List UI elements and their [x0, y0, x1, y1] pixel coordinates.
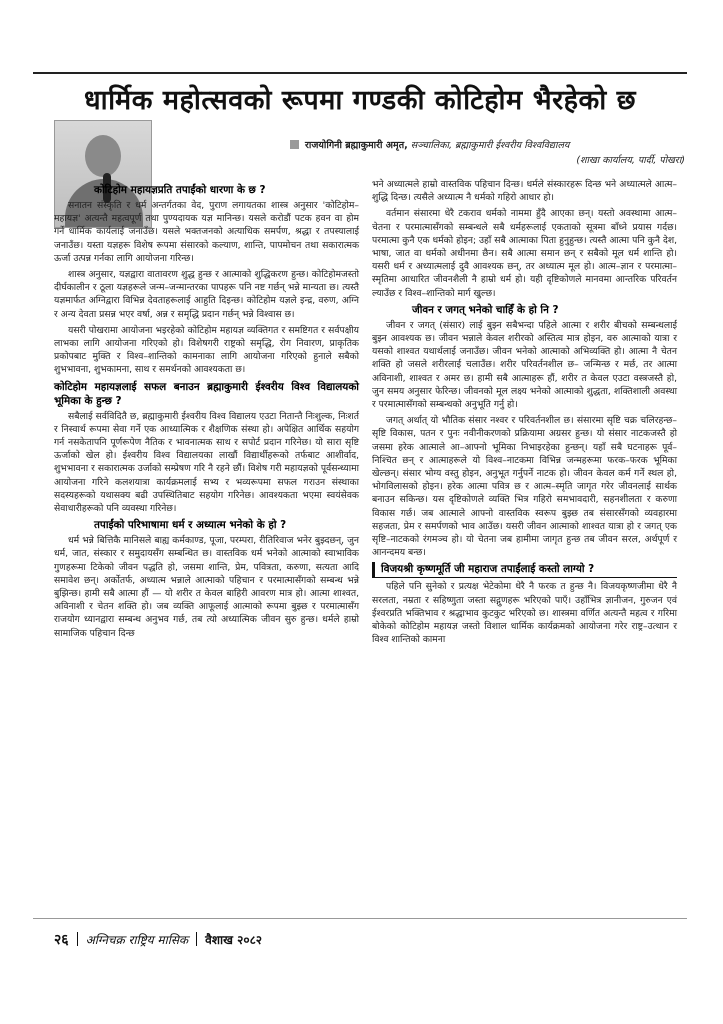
- square-bullet-icon: [290, 140, 299, 149]
- left-column: [54, 180, 359, 643]
- magazine-name: अग्निचक्र राष्ट्रिय मासिक: [85, 933, 189, 947]
- question-heading: कोटिहोम महायज्ञलाई सफल बनाउन ब्रह्माकुमारी ईश्वरीय विश्व विद्यालयको भूमिका के हुन्छ ?: [54, 380, 359, 407]
- question-heading: कोटिहोम महायज्ञप्रति तपाईंको धारणा के छ ?: [94, 184, 266, 196]
- photo-head: [85, 135, 121, 177]
- paragraph: सबैलाई सर्वविदितै छ, ब्रह्माकुमारी ईश्वरीय विश्व विद्यालय एउटा नितान्तै निःशुल्क, निःशर्त र निस्वार्थ रूपमा सेवा गर्ने एक आध्यात्मिक र शैक्षणिक संस्था हो। अपेक्षित आर्थिक सहयोग गर्न नसकेतापनि पूर्णरूपेण नैतिक र भावनात्मक साथ र सपोर्ट प्रदान गरिनेछ। यो सारा सृष्टि ऊर्जाको खेल हो। ईश्वरीय विश्व विद्यालयका लाखौं विद्यार्थीहरूको तर्फबाट आशीर्वाद, शुभभावना र सकारात्मक उर्जाको सम्प्रेषण गरि नै रहने छौं। विशेष गरी महायज्ञको पूर्वसन्ध्यामा आयोजना गरिने कलशयात्रा कार्यक्रमलाई सभ्य र भव्यरूपमा सफल गराउन संस्थाका सदस्यहरूको यथासक्य बढी उपस्थितिबाट सहयोग गरिनेछ। आवश्यकता भएमा स्वयंसेवक सेवाधारीहरूको पनि व्यवस्था गरिनेछ।: [54, 410, 359, 515]
- paragraph: जीवन र जगत् (संसार) लाई बुझ्न सबैभन्दा पहिले आत्मा र शरीर बीचको सम्बन्धलाई बुझ्न आवश्यक छ। जीवन भन्नाले केवल शरीरको अस्तित्व मात्र होइन, वरु आत्माको यात्रा र यसको शाश्वत यथार्थलाई जनाउँछ। जीवन भनेको आत्माको अभिव्यक्ति हो। आत्मा नै चेतन शक्ति हो जसले शरीरलाई चलाउँछ। शरीर परिवर्तनशील छ– जन्मिन्छ र मर्छ, तर आत्मा अविनाशी, शाश्वत र अमर छ। हामी सबै आत्माहरू हौं, शरीर त केवल एउटा वस्त्रजस्तै हो, जुन समय अनुसार फेरिन्छ। जीवनको मूल लक्ष्य भनेको आत्माको शुद्धता, शक्तिशाली अवस्था र परमात्मासँगको सम्बन्धको अनुभूति गर्नु हो।: [372, 319, 677, 411]
- author-branch: (शाखा कार्यालय, पार्दी, पोखरा): [576, 155, 685, 166]
- footer-rule: [33, 918, 687, 919]
- right-column: [372, 178, 677, 650]
- byline: [290, 138, 685, 168]
- issue-date: वैशाख २०८२: [205, 933, 263, 947]
- question-heading: जीवन र जगत् भनेको चाहिँ के हो नि ?: [412, 303, 559, 316]
- question-heading-boxed: विजयश्री कृष्णमूर्ति जी महाराज तपाईंलाई कस्तो लाग्यो ?: [372, 562, 677, 578]
- question-heading: तपाईंको परिभाषामा धर्म र अध्यात्म भनेको के हो ?: [94, 519, 287, 532]
- paragraph: जगत् अर्थात् यो भौतिक संसार नश्वर र परिवर्तनशील छ। संसारमा सृष्टि चक्र चलिरहन्छ– सृष्टि विकास, पतन र पुनः नवीनीकरणको प्रक्रियामा अग्रसर हुन्छ। यो संसार नाटकजस्तै हो जसमा हरेक आत्माले आ–आफ्नो भूमिका निभाइरहेका हुन्छन्। यहाँ सबै घटनाहरू पूर्व–निश्चित छन् र आत्माहरूले यो विश्व–नाटकमा विभिन्न जन्महरूमा फरक–फरक भूमिका खेल्छन्। संसार भोग्य वस्तु होइन, अनुभूत गर्नुपर्ने नाटक हो। जीवन केवल कर्म गर्ने स्थल हो, भोगविलासको होइन। हरेक आत्मा पवित्र छ र आत्म–स्मृति जागृत गरेर जीवनलाई सार्थक बनाउन सकिन्छ। यस दृष्टिकोणले व्यक्ति भित्र गहिरो समभावदारी, सहनशीलता र करुणा विकास गर्छ। जब आत्माले आफ्नो वास्तविक स्वरूप बुझ्छ तब संसारसँगको व्यवहारमा सहजता, प्रेम र समर्पणको भाव आउँछ। यसरी जीवन आत्माको शाश्वत यात्रा हो र जगत् एक सृष्टि–नाटकको रंगमञ्च हो। यो चेतना जब हामीमा जागृत हुन्छ तब जीवन सरल, अर्थपूर्ण र आनन्दमय बन्छ।: [372, 415, 677, 559]
- top-rule: [33, 72, 687, 74]
- paragraph: वर्तमान संसारमा धेरै टकराव धर्मको नाममा हुँदै आएका छन्। यस्तो अवस्थामा आत्म–चेतना र परमात्मासँगको सम्बन्धले सबै धर्महरूलाई एकताको सूत्रमा बाँध्ने प्रयास गर्दछ। परमात्मा कुनै एक धर्मको होइन; उहाँ सबै आत्माका पिता हुनुहुन्छ। त्यस्तै आत्मा पनि कुनै देश, भाषा, जात वा धर्मको अधीनमा छैन। सबै आत्मा समान छन् र सबैको मूल धर्म शान्ति हो। यसरी धर्म र अध्यात्मलाई दुवै आवश्यक छन्, तर अध्यात्म मूल हो। आत्म–ज्ञान र परमात्मा–स्मृतिमा आधारित जीवनशैली नै हाम्रो धर्म हो। यही दृष्टिकोणले मानवमा आन्तरिक परिवर्तन ल्याउँछ र विश्व–शान्तिको मार्ग खुल्छ।: [372, 208, 677, 299]
- paragraph: धर्म भन्ने बित्तिकै मानिसले बाह्य कर्मकाण्ड, पूजा, परम्परा, रीतिरिवाज भनेर बुझ्दछन्, जुन धर्म, जात, संस्कार र समुदायसँग सम्बन्धित छ। वास्तविक धर्म भनेको आत्माको स्वाभाविक गुणहरूमा टिकेको जीवन पद्धति हो, जसमा शान्ति, प्रेम, पवित्रता, करुणा, सत्यता आदि समावेश छन्। अर्कोतर्फ, अध्यात्म भन्नाले आत्माको पहिचान र परमात्मासँगको सम्बन्ध भन्ने बुझिन्छ। हामी सबै आत्मा हौं — यो शरीर त केवल बाहिरी आवरण मात्र हो। आत्मा शाश्वत, अविनाशी र चेतन शक्ति हो। जब व्यक्ति आफूलाई आत्माको रूपमा बुझ्छ र परमात्मासँग राजयोग ध्यानद्वारा सम्बन्ध अनुभव गर्छ, तब त्यो अध्यात्मिक जीवन सुरु हुन्छ। धर्मले हाम्रो सामाजिक पहिचान दिन्छ: [54, 535, 359, 639]
- paragraph: भने अध्यात्मले हाम्रो वास्तविक पहिचान दिन्छ। धर्मले संस्कारहरू दिन्छ भने अध्यात्मले आत्म–शुद्धि दिन्छ। त्यसैले अध्यात्म नै धर्मको गहिरो आधार हो।: [372, 179, 677, 204]
- paragraph: पहिले पनि सुनेको र प्रत्यक्ष भेटेकोमा धेरै नै फरक त हुन्छ नै। विजयकृष्णजीमा धेरै नै सरलता, नम्रता र सहिष्णुता जस्ता सद्गुणहरू भरिएको पाएँ। उहाँभित्र ज्ञानीजन, गुरुजन एवं ईश्वरप्रति भक्तिभाव र श्रद्धाभाव कुटकुट भरिएको छ। शास्त्रमा वर्णित अत्यन्तै महत्व र गरिमा बोकेको कोटिहोम महायज्ञ जस्तो विशाल धार्मिक कार्यक्रमको आयोजना गरेर राष्ट्र–उत्थान र विश्व शान्तिको कामना: [372, 581, 677, 646]
- page-number: २६: [54, 932, 69, 948]
- footer-divider: [196, 932, 197, 946]
- article-title: धार्मिक महोत्सवको रूपमा गण्डकी कोटिहोम भैरहेको छ: [83, 85, 637, 116]
- author-role: सञ्चालिका, ब्रह्माकुमारी ईश्वरीय विश्वविद्यालय: [410, 140, 570, 151]
- footer-divider: [77, 932, 78, 946]
- paragraph: शास्त्र अनुसार, यज्ञद्वारा वातावरण शुद्ध हुन्छ र आत्माको शुद्धिकरण हुन्छ। कोटिहोमजस्तो दीर्घकालीन र ठूला यज्ञहरूले जन्म–जन्मान्तरका पापहरू पनि नष्ट गर्छन् भन्ने मान्यता छ। त्यस्तै यज्ञमार्फत अग्निद्वारा विभिन्न देवताहरूलाई आहुति दिइन्छ। कोटिहोम यज्ञले इन्द्र, वरुण, अग्नि र अन्य देवता प्रसन्न भएर वर्षा, अन्न र समृद्धि प्रदान गर्छन् भन्ने विश्वास छ।: [54, 269, 359, 320]
- page-footer: [54, 930, 262, 949]
- paragraph: सनातन संस्कृति र धर्म अन्तर्गतका वेद, पुराण लगायतका शास्त्र अनुसार 'कोटिहोम–महायज्ञ' अत्यन्तै महत्वपूर्ण तथा पुण्यदायक यज्ञ मानिन्छ। यसले करोडौं पटक हवन वा होम गर्ने धार्मिक कार्यलाई जनाउँछ। यसले भक्तजनको अत्याधिक समर्पण, श्रद्धा र तपस्यालाई जनाउँछ। यस्ता यज्ञहरू विशेष रूपमा संसारको कल्याण, शान्ति, पापमोचन तथा सकारात्मक ऊर्जा उत्पन्न गर्नका लागि आयोजना गरिन्छ।: [54, 200, 359, 264]
- paragraph: यसरी पोखरामा आयोजना भइरहेको कोटिहोम महायज्ञ व्यक्तिगत र समष्टिगत र सर्वपक्षीय लाभका लागि आयोजना गरिएको हो। विशेषगरी राष्ट्रको समृद्धि, रोग निवारण, प्राकृतिक प्रकोपबाट मुक्ति र विश्व–शान्तिको कामनाका लागि आयोजना गरिएको हुनाले सबैको शुभभावना, शुभकामना, साथ र समर्थनको आवश्यकता छ।: [54, 324, 359, 376]
- author-name: राजयोगिनी ब्रह्माकुमारी अमृत,: [305, 140, 408, 151]
